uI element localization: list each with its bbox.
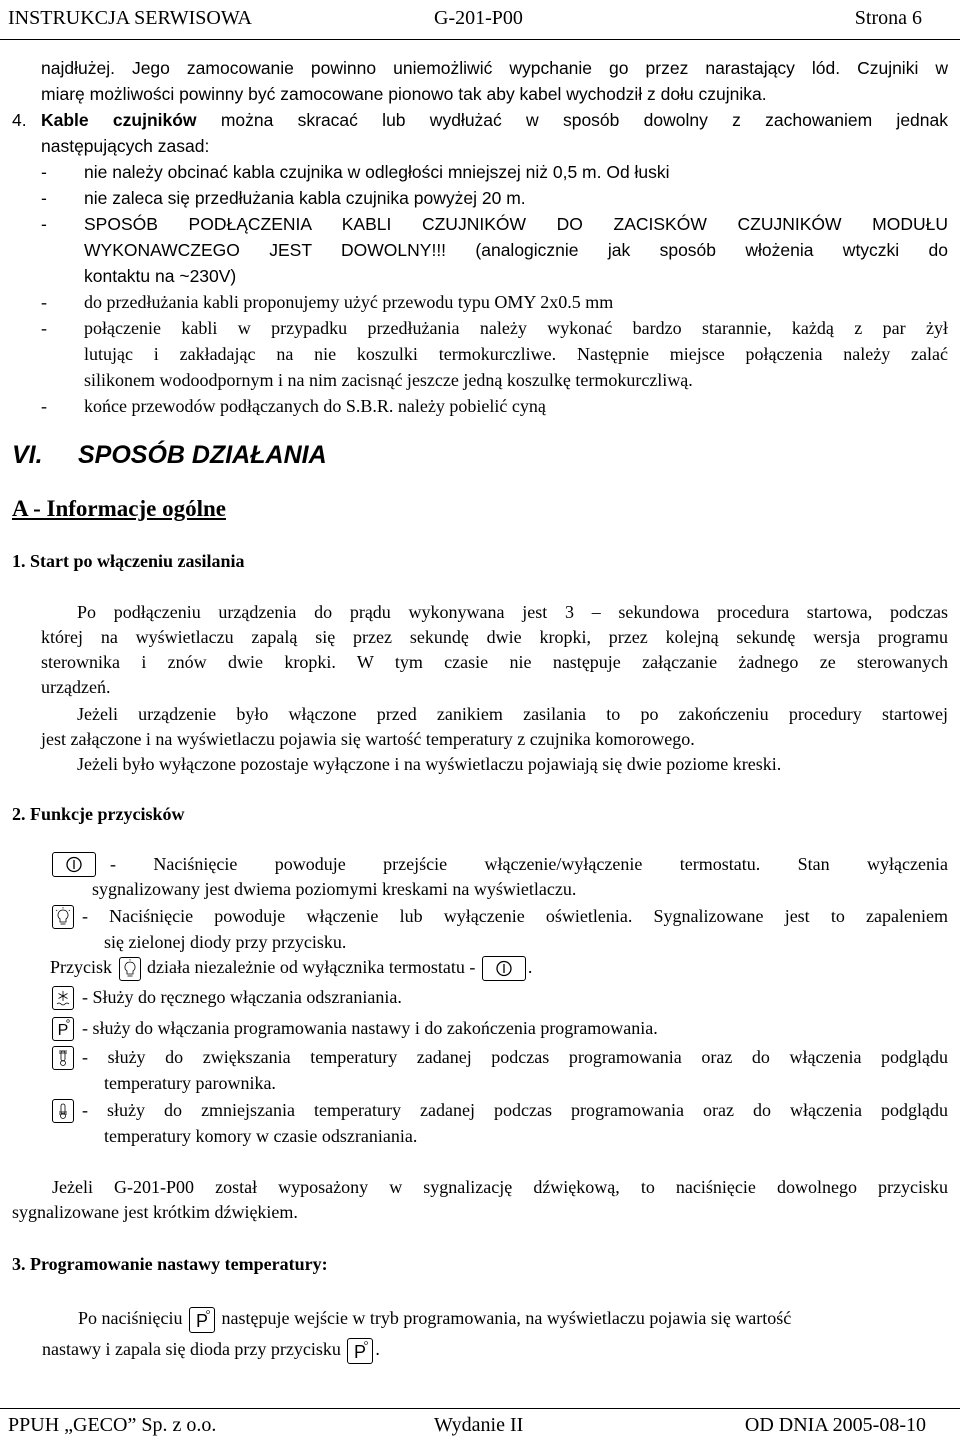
text-span: następuje wejście w tryb programowania, na wyświetlaczu pojawia się wartość (221, 1308, 792, 1328)
light-desc: - Naciśnięcie powoduje włączenie lub wyłączenie oświetlenia. Sygnalizowane jest to zapaleniem (82, 906, 948, 926)
text-span: (analogicznie jak sposób włożenia wtyczki do (475, 240, 948, 260)
paragraph-line: jest załączone i na wyświetlaczu pojawia się wartość temperatury z czujnika komorowego. (41, 729, 695, 749)
down-button-icon (52, 1099, 74, 1123)
paragraph-line: urządzeń. (41, 677, 111, 697)
power-button-row (50, 851, 98, 877)
bullet-dash: - (41, 162, 47, 182)
heading-programming: 3. Programowanie nastawy temperatury: (12, 1254, 328, 1274)
bullet-dash: - (41, 292, 47, 312)
light-button-icon (119, 957, 141, 981)
paragraph-line: Po podłączeniu urządzenia do prądu wykonywana jest 3 – sekundowa procedura startowa, podczas (77, 602, 948, 622)
footer-company: PPUH „GECO” Sp. z o.o. (8, 1414, 217, 1436)
svg-text:P: P (195, 1310, 208, 1331)
up-desc-cont: temperatury parownika. (104, 1073, 276, 1093)
power-button-icon (482, 956, 526, 981)
section-title: SPOSÓB DZIAŁANIA (78, 441, 327, 469)
text-line: następujących zasad: (41, 136, 210, 156)
program-button-icon (347, 1338, 373, 1364)
programming-line (78, 1306, 791, 1334)
heading-start: 1. Start po włączeniu zasilania (12, 551, 245, 571)
bullet-text: połączenie kabli w przypadku przedłużania należy wykonać bardzo starannie, każdą z par żył (84, 318, 948, 338)
down-desc-cont: temperatury komory w czasie odszraniania. (104, 1126, 418, 1146)
text-line (41, 108, 948, 132)
text-span: WYKONAWCZEGO JEST DOWOLNY!!! (84, 240, 447, 260)
program-button-row (50, 1015, 76, 1041)
programming-line-cont (42, 1337, 380, 1365)
paragraph-line: Jeżeli urządzenie było włączone przed zanikiem zasilania to po zakończeniu procedury startowej (77, 704, 948, 724)
program-button-icon (52, 1017, 74, 1041)
subsection-title: A - Informacje ogólne (12, 496, 226, 521)
power-desc: - Naciśnięcie powoduje przejście włączenie/wyłączenie termostatu. Stan wyłączenia (110, 854, 948, 874)
defrost-button-row (50, 984, 76, 1010)
defrost-button-icon (52, 986, 74, 1010)
footer-edition: Wydanie II (434, 1414, 524, 1436)
text-span: . (375, 1339, 380, 1359)
program-desc: - służy do włączania programowania nastawy i do zakończenia programowania. (82, 1018, 658, 1038)
paragraph-line: sterownika i znów dwie kropki. W tym czasie nie następuje załączanie żadnego ze sterowanych (41, 652, 948, 672)
independence-note (50, 955, 532, 981)
program-button-icon (189, 1307, 215, 1333)
up-button-icon (52, 1046, 74, 1070)
bullet-text: końce przewodów podłączanych do S.B.R. należy pobielić cyną (84, 396, 546, 416)
bullet-text (84, 238, 948, 262)
svg-text:P: P (57, 1021, 69, 1039)
text-span: nastawy i zapala się dioda przy przycisku (42, 1339, 341, 1359)
light-button-icon (52, 905, 74, 929)
list-number: 4. (12, 110, 27, 130)
text-span: Przycisk (50, 957, 112, 977)
bullet-text: kontaktu na ~230V) (84, 266, 237, 286)
bullet-text: silikonem wodoodpornym i na nim zacisnąć jeszcze jedną koszulkę termokurczliwą. (84, 370, 693, 390)
text-span: działa niezależnie od wyłącznika termostatu - (147, 957, 476, 977)
text-span: Po naciśnięciu (78, 1308, 183, 1328)
header-title: INSTRUKCJA SERWISOWA (8, 7, 252, 29)
sound-note: Jeżeli G-201-P00 został wyposażony w sygnalizację dźwiękową, to naciśnięcie dowolnego przycisku (52, 1177, 948, 1197)
header-page-number: Strona 6 (854, 7, 922, 29)
bullet-text: do przedłużania kabli proponujemy użyć przewodu typu OMY 2x0.5 mm (84, 292, 614, 312)
svg-text:P: P (354, 1341, 367, 1362)
header-model: G-201-P00 (434, 7, 523, 29)
text-line: najdłużej. Jego zamocowanie powinno uniemożliwić wypchanie go przez narastający lód. Czujniki w (41, 58, 948, 78)
paragraph-line: której na wyświetlaczu zapalą się przez sekundę dwie kropki, przez kolejną sekundę wersja programu (41, 627, 948, 647)
text-span: . (527, 957, 533, 977)
down-desc: - służy do zmniejszania temperatury zadanej podczas programowania oraz do włączenia podglądu (82, 1100, 948, 1120)
bullet-text: lutując i zakładając na nie koszulki termokurczliwe. Następnie miejsce połączenia należy zalać (84, 344, 948, 364)
up-button-row (50, 1044, 76, 1070)
bullet-dash: - (41, 396, 47, 416)
bullet-text: SPOSÓB PODŁĄCZENIA KABLI CZUJNIKÓW DO ZACISKÓW CZUJNIKÓW MODUŁU (84, 214, 948, 234)
up-desc: - służy do zwiększania temperatury zadanej podczas programowania oraz do włączenia podglądu (82, 1047, 948, 1067)
paragraph-line: Jeżeli było wyłączone pozostaje wyłączone i na wyświetlaczu pojawiają się dwie poziome kreski. (77, 754, 782, 774)
heading-buttons: 2. Funkcje przycisków (12, 804, 185, 824)
footer-date: OD DNIA 2005-08-10 (744, 1414, 926, 1436)
down-button-row (50, 1097, 76, 1123)
power-button-icon (52, 852, 96, 877)
bold-term: Kable czujników (41, 110, 197, 130)
sound-note-cont: sygnalizowane jest krótkim dźwiękiem. (12, 1202, 298, 1222)
bullet-dash: - (41, 214, 47, 234)
page-header (0, 0, 960, 40)
power-desc-cont: sygnalizowany jest dwiema poziomymi kreskami na wyświetlaczu. (92, 879, 577, 899)
text-span: można skracać lub wydłużać w sposób dowolny z zachowaniem jednak (220, 110, 948, 130)
bullet-text: nie należy obcinać kabla czujnika w odległości mniejszej niż 0,5 m. Od łuski (84, 162, 670, 182)
defrost-desc: - Służy do ręcznego włączania odszraniania. (82, 987, 402, 1007)
bullet-dash: - (41, 188, 47, 208)
bullet-dash: - (41, 318, 47, 338)
text-line: miarę możliwości powinny być zamocowane pionowo tak aby kabel wychodził z dołu czujnika. (41, 84, 767, 104)
light-desc-cont: się zielonej diody przy przycisku. (104, 932, 347, 952)
section-number: VI. (12, 441, 43, 469)
light-button-row (50, 903, 76, 929)
page-footer (0, 1408, 960, 1442)
bullet-text: nie zaleca się przedłużania kabla czujnika powyżej 20 m. (84, 188, 526, 208)
